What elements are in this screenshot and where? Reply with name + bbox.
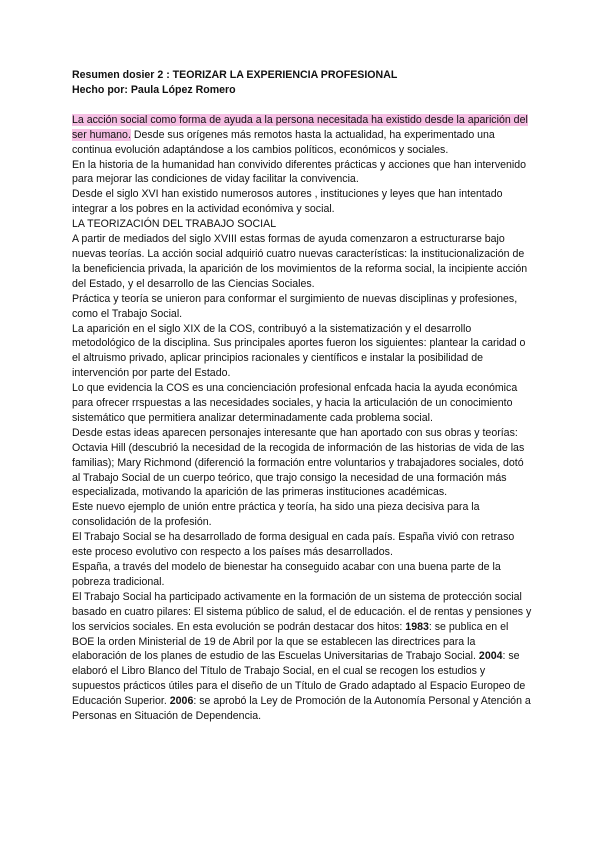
intro-paragraph-1-rest: Desde sus orígenes más remotos hasta la actualidad, ha experimentado una continua evolución adaptándose a los cambios políticos, económicos y sociales. bbox=[72, 128, 495, 156]
section-paragraph: A partir de mediados del siglo XVIII estas formas de ayuda comenzaron a estructurarse bajo nuevas teorías. La acción social adquirió cuatro nuevas características: la institucionalización de la beneficiencia privada, la aparición de los movimientos de la reforma social, la incipiente acción del Estado, y el desarrollo de las Ciencias Sociales. bbox=[72, 233, 528, 290]
year-2004: 2004 bbox=[478, 650, 503, 663]
document-title: Resumen dosier 2 : TEORIZAR LA EXPERIENCIA PROFESIONAL bbox=[72, 69, 398, 81]
last-text-a: El Trabajo Social ha participado activamente en la formación de un sistema de protección social basado en cuatro pilares: El sistema público de salud, el de educación. el de rentas y pensiones y los servicios sociales. En esta evolución se podrán destacar dos hitos: bbox=[72, 590, 532, 633]
intro-paragraph-1 bbox=[72, 113, 532, 158]
section-paragraph: Práctica y teoría se unieron para conformar el surgimiento de nuevas disciplinas y profesiones, como el Trabajo Social. bbox=[72, 292, 518, 320]
document-author: Hecho por: Paula López Romero bbox=[72, 83, 236, 96]
section-paragraph-last bbox=[72, 590, 532, 724]
section-paragraph: La aparición en el siglo XIX de la COS, contribuyó a la sistematización y el desarrollo metodológico de la disciplina. Sus principales aportes fueron los siguientes: plantear la caridad o el altruismo privado, aplicar principios racionales y científicos e instalar la posibilidad de intervención por parte del Estado. bbox=[72, 322, 526, 380]
last-text-c: : se elaboró el Libro Blanco del Título de Trabajo Social, en el cual se recogen los estudios y supuestos prácticos útiles para el diseño de un Título de Grado adaptado al Espacio Europeo de Educación Superior. bbox=[72, 650, 526, 708]
section-paragraph: Lo que evidencia la COS es una concienciación profesional enfcada hacia la ayuda económica para ofrecer rrspuestas a las necesidades sociales, y hacia la articulación de un conocimiento sistemático que permitiera analizar determinadamente cada problema social. bbox=[72, 382, 518, 424]
intro-paragraph-3: Desde el siglo XVI han existido numerosos autores , instituciones y leyes que han intentado integrar a los pobres en la actividad económiva y social. bbox=[72, 188, 503, 216]
intro-paragraph-2: En la historia de la humanidad han convivido diferentes prácticas y acciones que han intervenido para mejorar las condiciones de viday facilitar la convivencia. bbox=[72, 158, 527, 186]
year-2006: 2006 bbox=[169, 695, 194, 708]
theory-section bbox=[72, 217, 532, 724]
document-page bbox=[72, 68, 532, 724]
section-paragraph: Desde estas ideas aparecen personajes interesante que han aportado con sus obras y teorías: Octavia Hill (descubrió la necesidad de la recogida de información de las historias de vida de las familias); Mary Richmond (diferenció la formación entre voluntarios y trabajadores sociales, dotó al Trabajo Social de un cuerpo teórico, que trajo consigo la necesidad de una formación más especializada, motivando la aparición de las primeras instituciones académicas. bbox=[72, 426, 525, 499]
document-header bbox=[72, 68, 532, 98]
last-text-d: : se aprobó la Ley de Promoción de la Autonomía Personal y Atención a Personas en Situación de Dependencia. bbox=[72, 695, 531, 723]
highlighted-text: La acción social como forma de ayuda a la persona necesitada ha existido desde la aparición del ser humano. bbox=[72, 113, 528, 141]
section-paragraph: España, a través del modelo de bienestar ha conseguido acabar con una buena parte de la pobreza tradicional. bbox=[72, 561, 501, 588]
section-paragraph: Este nuevo ejemplo de unión entre práctica y teoría, ha sido una pieza decisiva para la consolidación de la profesión. bbox=[72, 501, 480, 529]
section-title: LA TEORIZACIÓN DEL TRABAJO SOCIAL bbox=[72, 218, 277, 231]
section-paragraph: El Trabajo Social se ha desarrollado de forma desigual en cada país. España vivió con retraso este proceso evolutivo con respecto a los países más desarrollados. bbox=[72, 531, 515, 559]
year-1983: 1983 bbox=[405, 620, 429, 633]
last-text-b: : se publica en el BOE la orden Ministerial de 19 de Abril por la que se establecen las directrices para la elaboración de los planes de estudio de las Escuelas Universitarias de Trabajo Social. bbox=[72, 620, 509, 663]
intro-section bbox=[72, 113, 532, 217]
